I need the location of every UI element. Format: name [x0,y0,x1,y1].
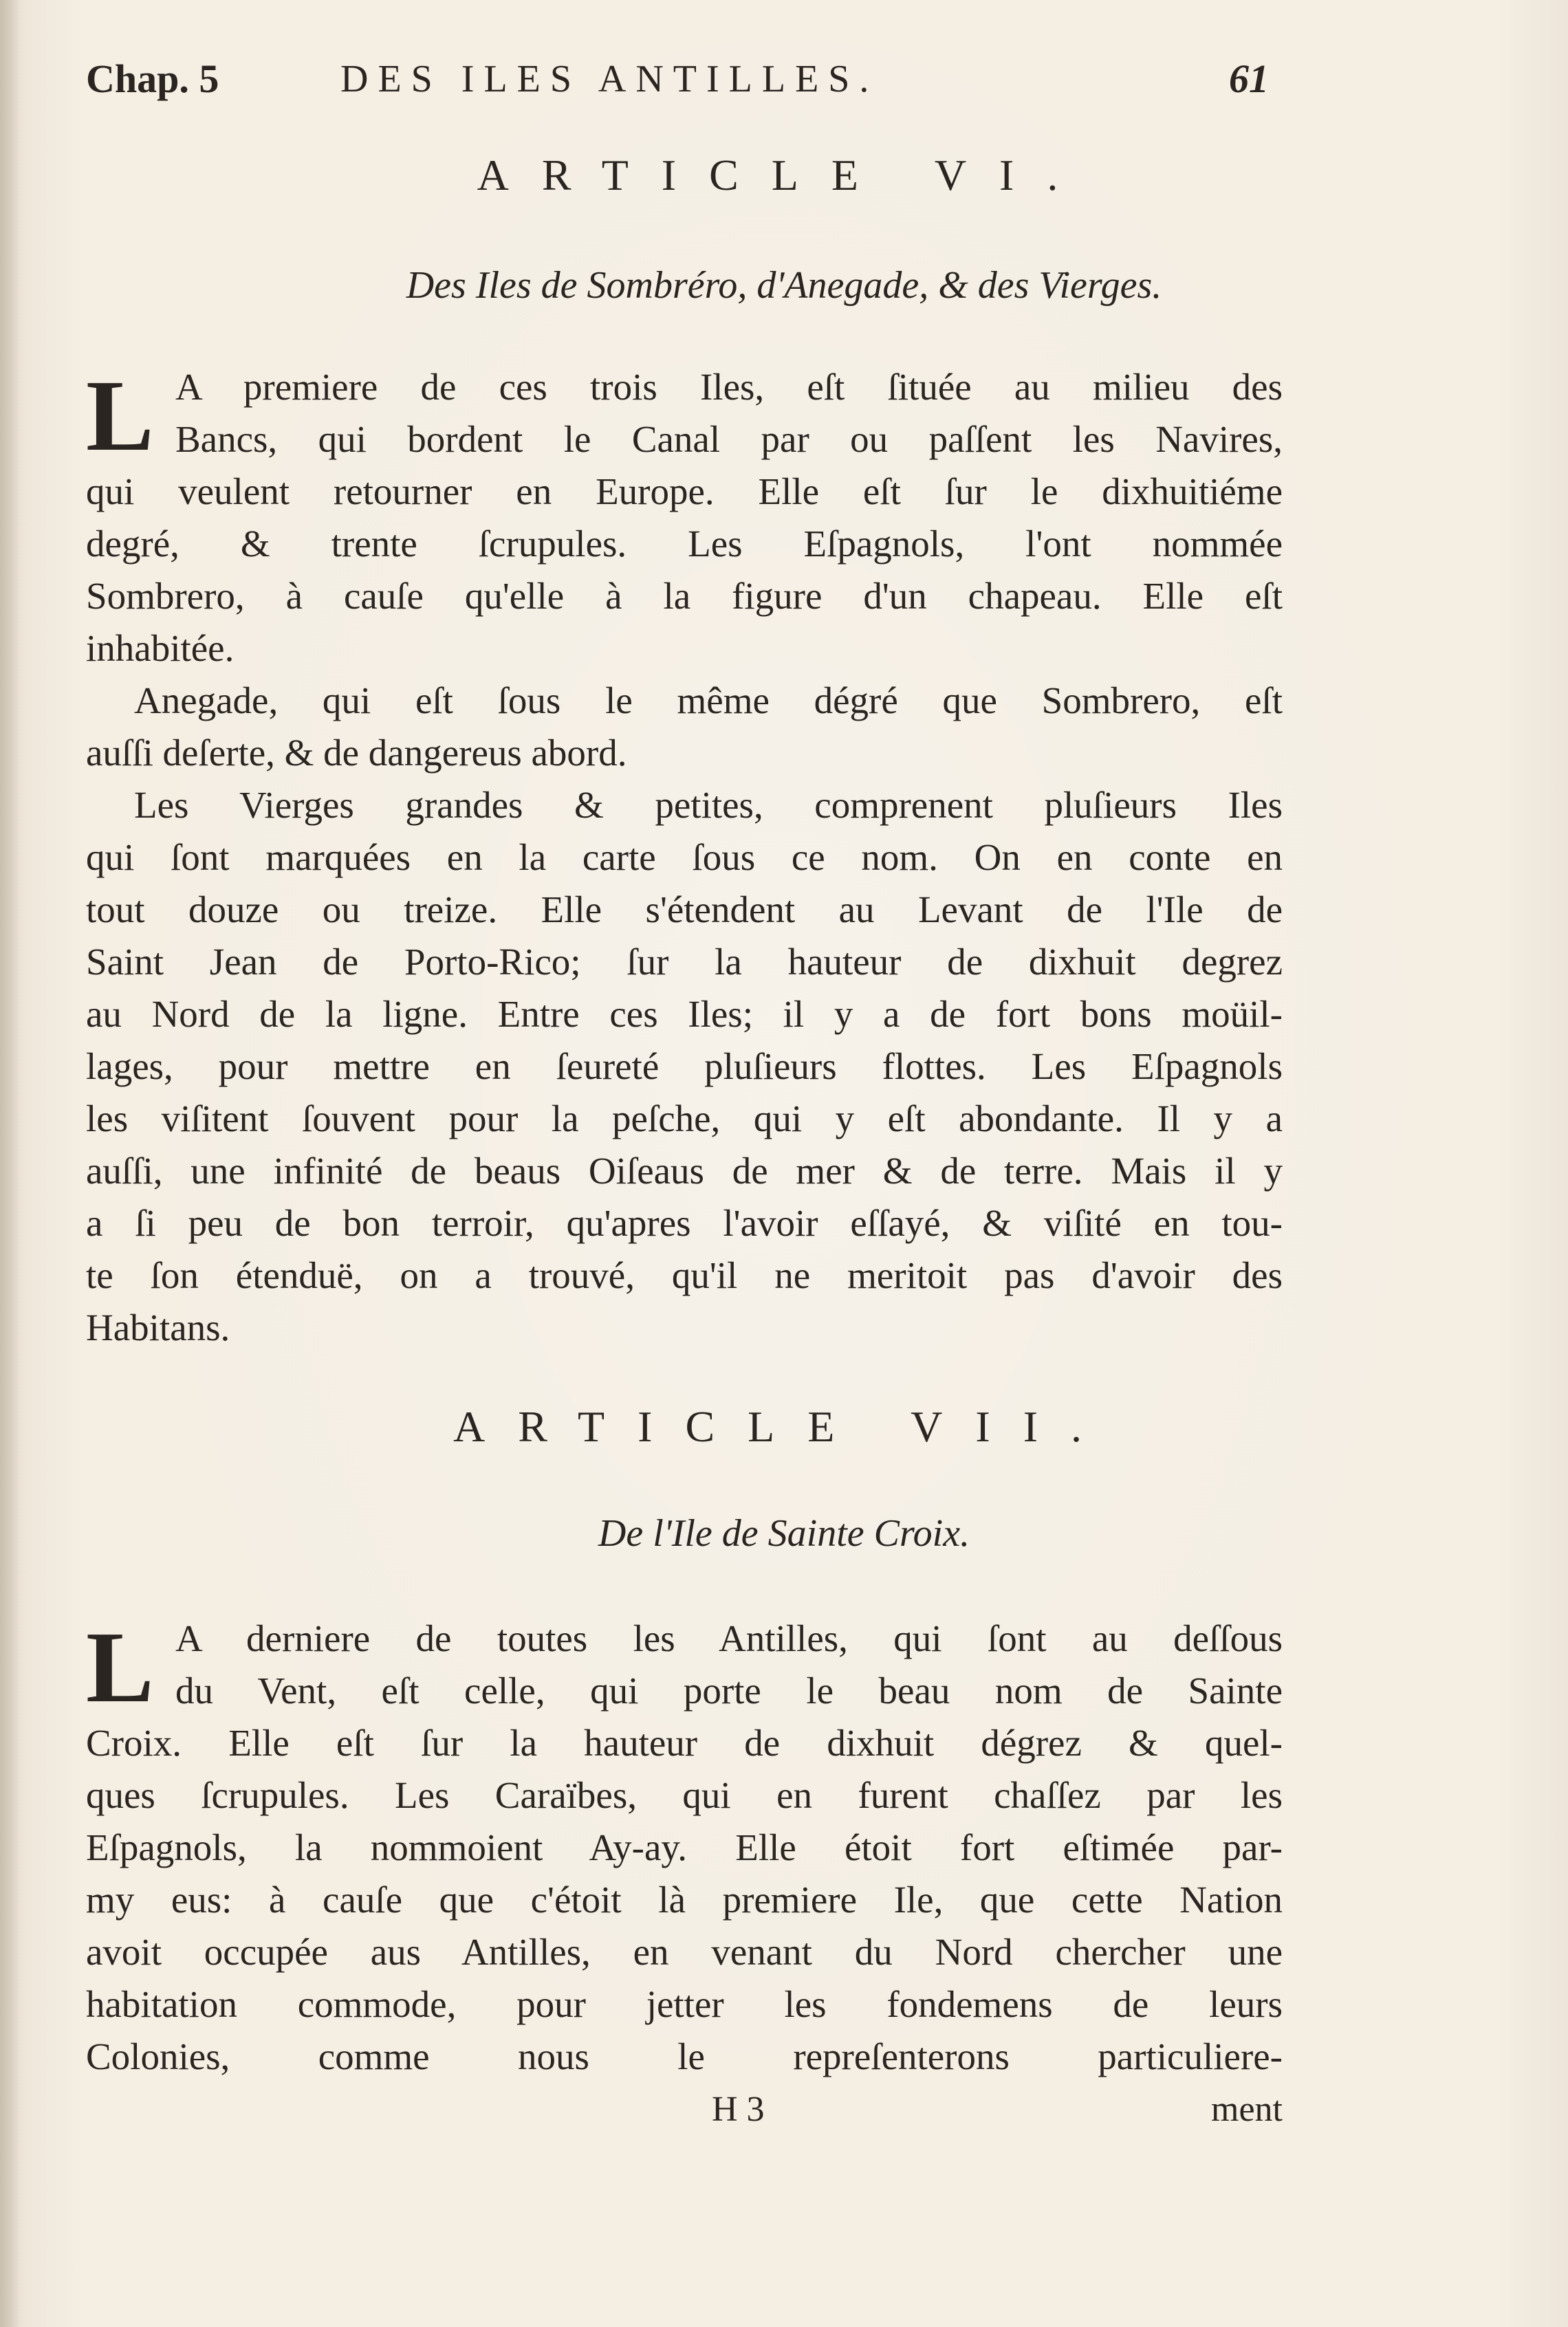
text-line: avoit occupée aus Antilles, en venant du Nord chercher une [86,1931,1283,1973]
chapter-label: Chap. 5 [86,56,219,101]
text-line: Bancs, qui bordent le Canal par ou paſſent les Navires, [175,418,1283,460]
text-line: my eus: à cauſe que c'étoit là premiere Ile, que cette Nation [86,1879,1283,1921]
text-line: Croix. Elle eſt ſur la hauteur de dixhuit dégrez & quel- [86,1722,1283,1764]
article-7-subtitle: De l'Ile de Sainte Croix. [598,1512,970,1555]
text-line: habitation commode, pour jetter les fondemens de leurs [86,1983,1283,2025]
text-line: les viſitent ſouvent pour la peſche, qui y eſt abondante. Il y a [86,1097,1283,1139]
text-line: A premiere de ces trois Iles, eſt ſituée au milieu des [175,366,1283,408]
text-line: A derniere de toutes les Antilles, qui ſont au deſſous [175,1617,1283,1659]
text-line: ques ſcrupules. Les Caraïbes, qui en furent chaſſez par les [86,1774,1283,1816]
article-7-paragraph-1 [86,1613,1283,2083]
article-6-paragraph-1 [86,361,1283,675]
text-line: te ſon étenduë, on a trouvé, qu'il ne meritoit pas d'avoir des [86,1254,1283,1296]
page-footer [712,2084,1283,2136]
signature-mark: H 3 [712,2090,765,2129]
article-6-paragraph-3 [86,779,1283,1354]
text-line: Les Vierges grandes & petites, comprenent pluſieurs Iles [134,784,1283,826]
text-line: Anegade, qui eſt ſous le même dégré que Sombrero, eſt [134,679,1283,721]
text-line: inhabitée. [86,627,235,669]
page-gutter-shadow [0,0,21,2327]
text-line: Colonies, comme nous le repreſenterons particuliere- [86,2035,1283,2077]
running-title: DES ILES ANTILLES. [340,58,879,100]
drop-cap: L [86,1611,154,1724]
article-6-paragraph-2 [86,675,1283,779]
text-line: a ſi peu de bon terroir, qu'apres l'avoir eſſayé, & viſité en tou- [86,1202,1283,1244]
page-header [86,48,1269,110]
catchword: ment [1211,2090,1283,2129]
text-line: au Nord de la ligne. Entre ces Iles; il y a de fort bons moüil- [86,993,1283,1035]
text-line: lages, pour mettre en ſeureté pluſieurs flottes. Les Eſpagnols [86,1045,1283,1087]
drop-cap: L [86,360,154,472]
text-line: Saint Jean de Porto-Rico; ſur la hauteur de dixhuit degrez [86,941,1283,983]
text-line: tout douze ou treize. Elle s'étendent au Levant de l'Ile de [86,888,1283,930]
text-line: Habitans. [86,1307,230,1348]
article-6-title: ARTICLE VI. [477,151,1091,199]
article-7-title: ARTICLE VII. [453,1402,1115,1451]
text-line: auſſi, une infinité de beaus Oiſeaus de mer & de terre. Mais il y [86,1150,1283,1192]
text-line: qui veulent retourner en Europe. Elle eſt ſur le dixhuitiéme [86,470,1283,512]
article-6-subtitle: Des Iles de Sombréro, d'Anegade, & des Vierges. [406,264,1162,307]
text-line: auſſi deſerte, & de dangereus abord. [86,732,627,774]
text-line: qui ſont marquées en la carte ſous ce nom. On en conte en [86,836,1283,878]
text-line: Eſpagnols, la nommoient Ay-ay. Elle étoit fort eſtimée par- [86,1826,1283,1868]
page-number: 61 [1229,56,1269,101]
text-line: Sombrero, à cauſe qu'elle à la figure d'un chapeau. Elle eſt [86,575,1283,617]
text-line: du Vent, eſt celle, qui porte le beau nom de Sainte [175,1670,1283,1712]
text-line: degré, & trente ſcrupules. Les Eſpagnols, l'ont nommée [86,523,1283,565]
